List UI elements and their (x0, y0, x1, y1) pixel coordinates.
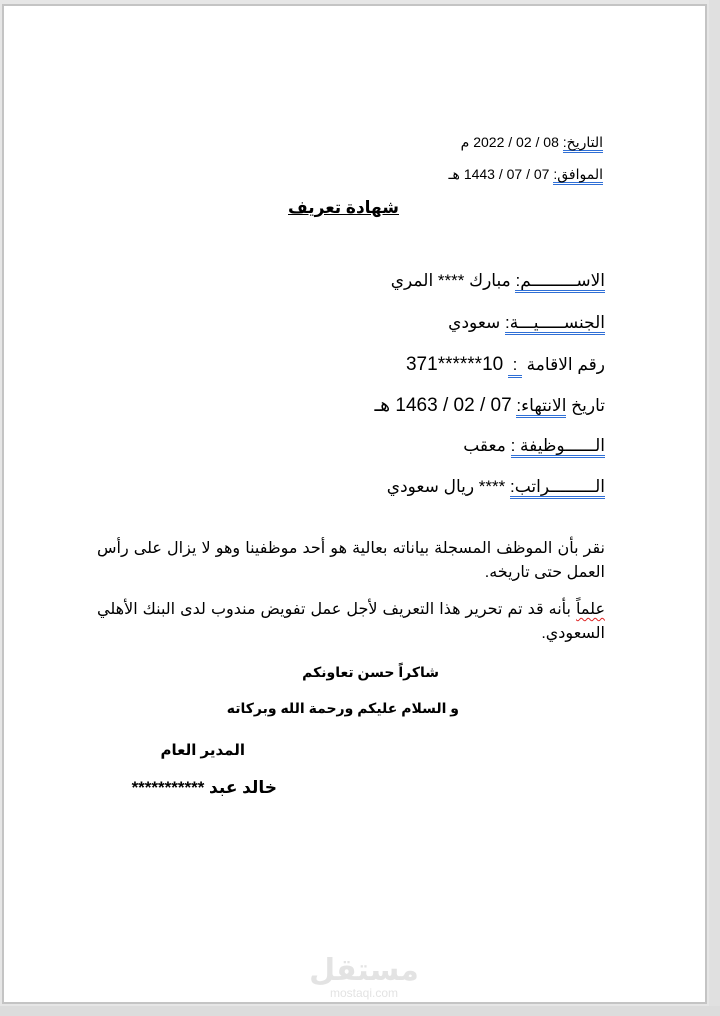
watermark-latin: mostaqi.com (329, 986, 399, 1000)
body-paragraph-2: علماً بأنه قد تم تحرير هذا التعريف لأجل عمل تفويض مندوب لدى البنك الأهلي السعودي. (97, 601, 605, 642)
spelling-flagged-word[interactable]: علماً (576, 601, 605, 618)
field-nationality (448, 313, 605, 333)
field-value: 10******371 (405, 354, 504, 375)
document-page (2, 4, 707, 1004)
field-label: الـــــــــراتب: (510, 477, 605, 499)
closing-thanks: شاكراً حسن تعاونكم (302, 664, 439, 680)
window-gutter-right (709, 0, 720, 1016)
date-line (461, 134, 603, 151)
date-label: التاريخ: (563, 134, 603, 153)
watermark-arabic: مستقل (309, 954, 419, 987)
field-label: رقم الاقامة (526, 355, 605, 374)
field-label: الاســـــــــم: (515, 271, 605, 293)
hijri-date-value: 07 / 07 / 1443 هـ (448, 166, 550, 182)
document-title: شهادة تعريف (288, 198, 399, 217)
field-job (463, 436, 605, 456)
field-label: الــــــوظيفة : (511, 436, 605, 458)
signatory-name: خالد عبد *********** (131, 778, 277, 797)
body-paragraph-1: نقر بأن الموظف المسجلة بياناته بعالية هو أحد موظفينا وهو لا يزال على رأس العمل حتى تاريخه. (97, 540, 605, 581)
hijri-date-label: الموافق: (553, 166, 603, 185)
field-value: **** ريال سعودي (386, 477, 506, 496)
field-value: معقب (463, 436, 506, 455)
field-label: تاريخ الانتهاء: (516, 396, 605, 418)
hijri-date-line (448, 166, 603, 183)
date-value: 08 / 02 / 2022 م (460, 134, 559, 150)
field-salary (387, 477, 605, 497)
field-label: الجنســـــيـــة: (505, 313, 605, 335)
watermark-logo (304, 956, 424, 1000)
field-colon: : (508, 355, 522, 378)
window-gutter-bottom (0, 1006, 720, 1016)
field-expiry-date (375, 394, 605, 417)
field-name (391, 271, 605, 291)
field-residence-number (406, 354, 605, 378)
closing-greeting: و السلام عليكم ورحمة الله وبركاته (226, 700, 459, 716)
field-value: سعودي (448, 313, 501, 332)
signatory-title: المدير العام (160, 742, 245, 759)
field-value: مبارك **** المري (390, 271, 511, 290)
field-value: 07 / 02 / 1463 هـ (374, 395, 512, 416)
